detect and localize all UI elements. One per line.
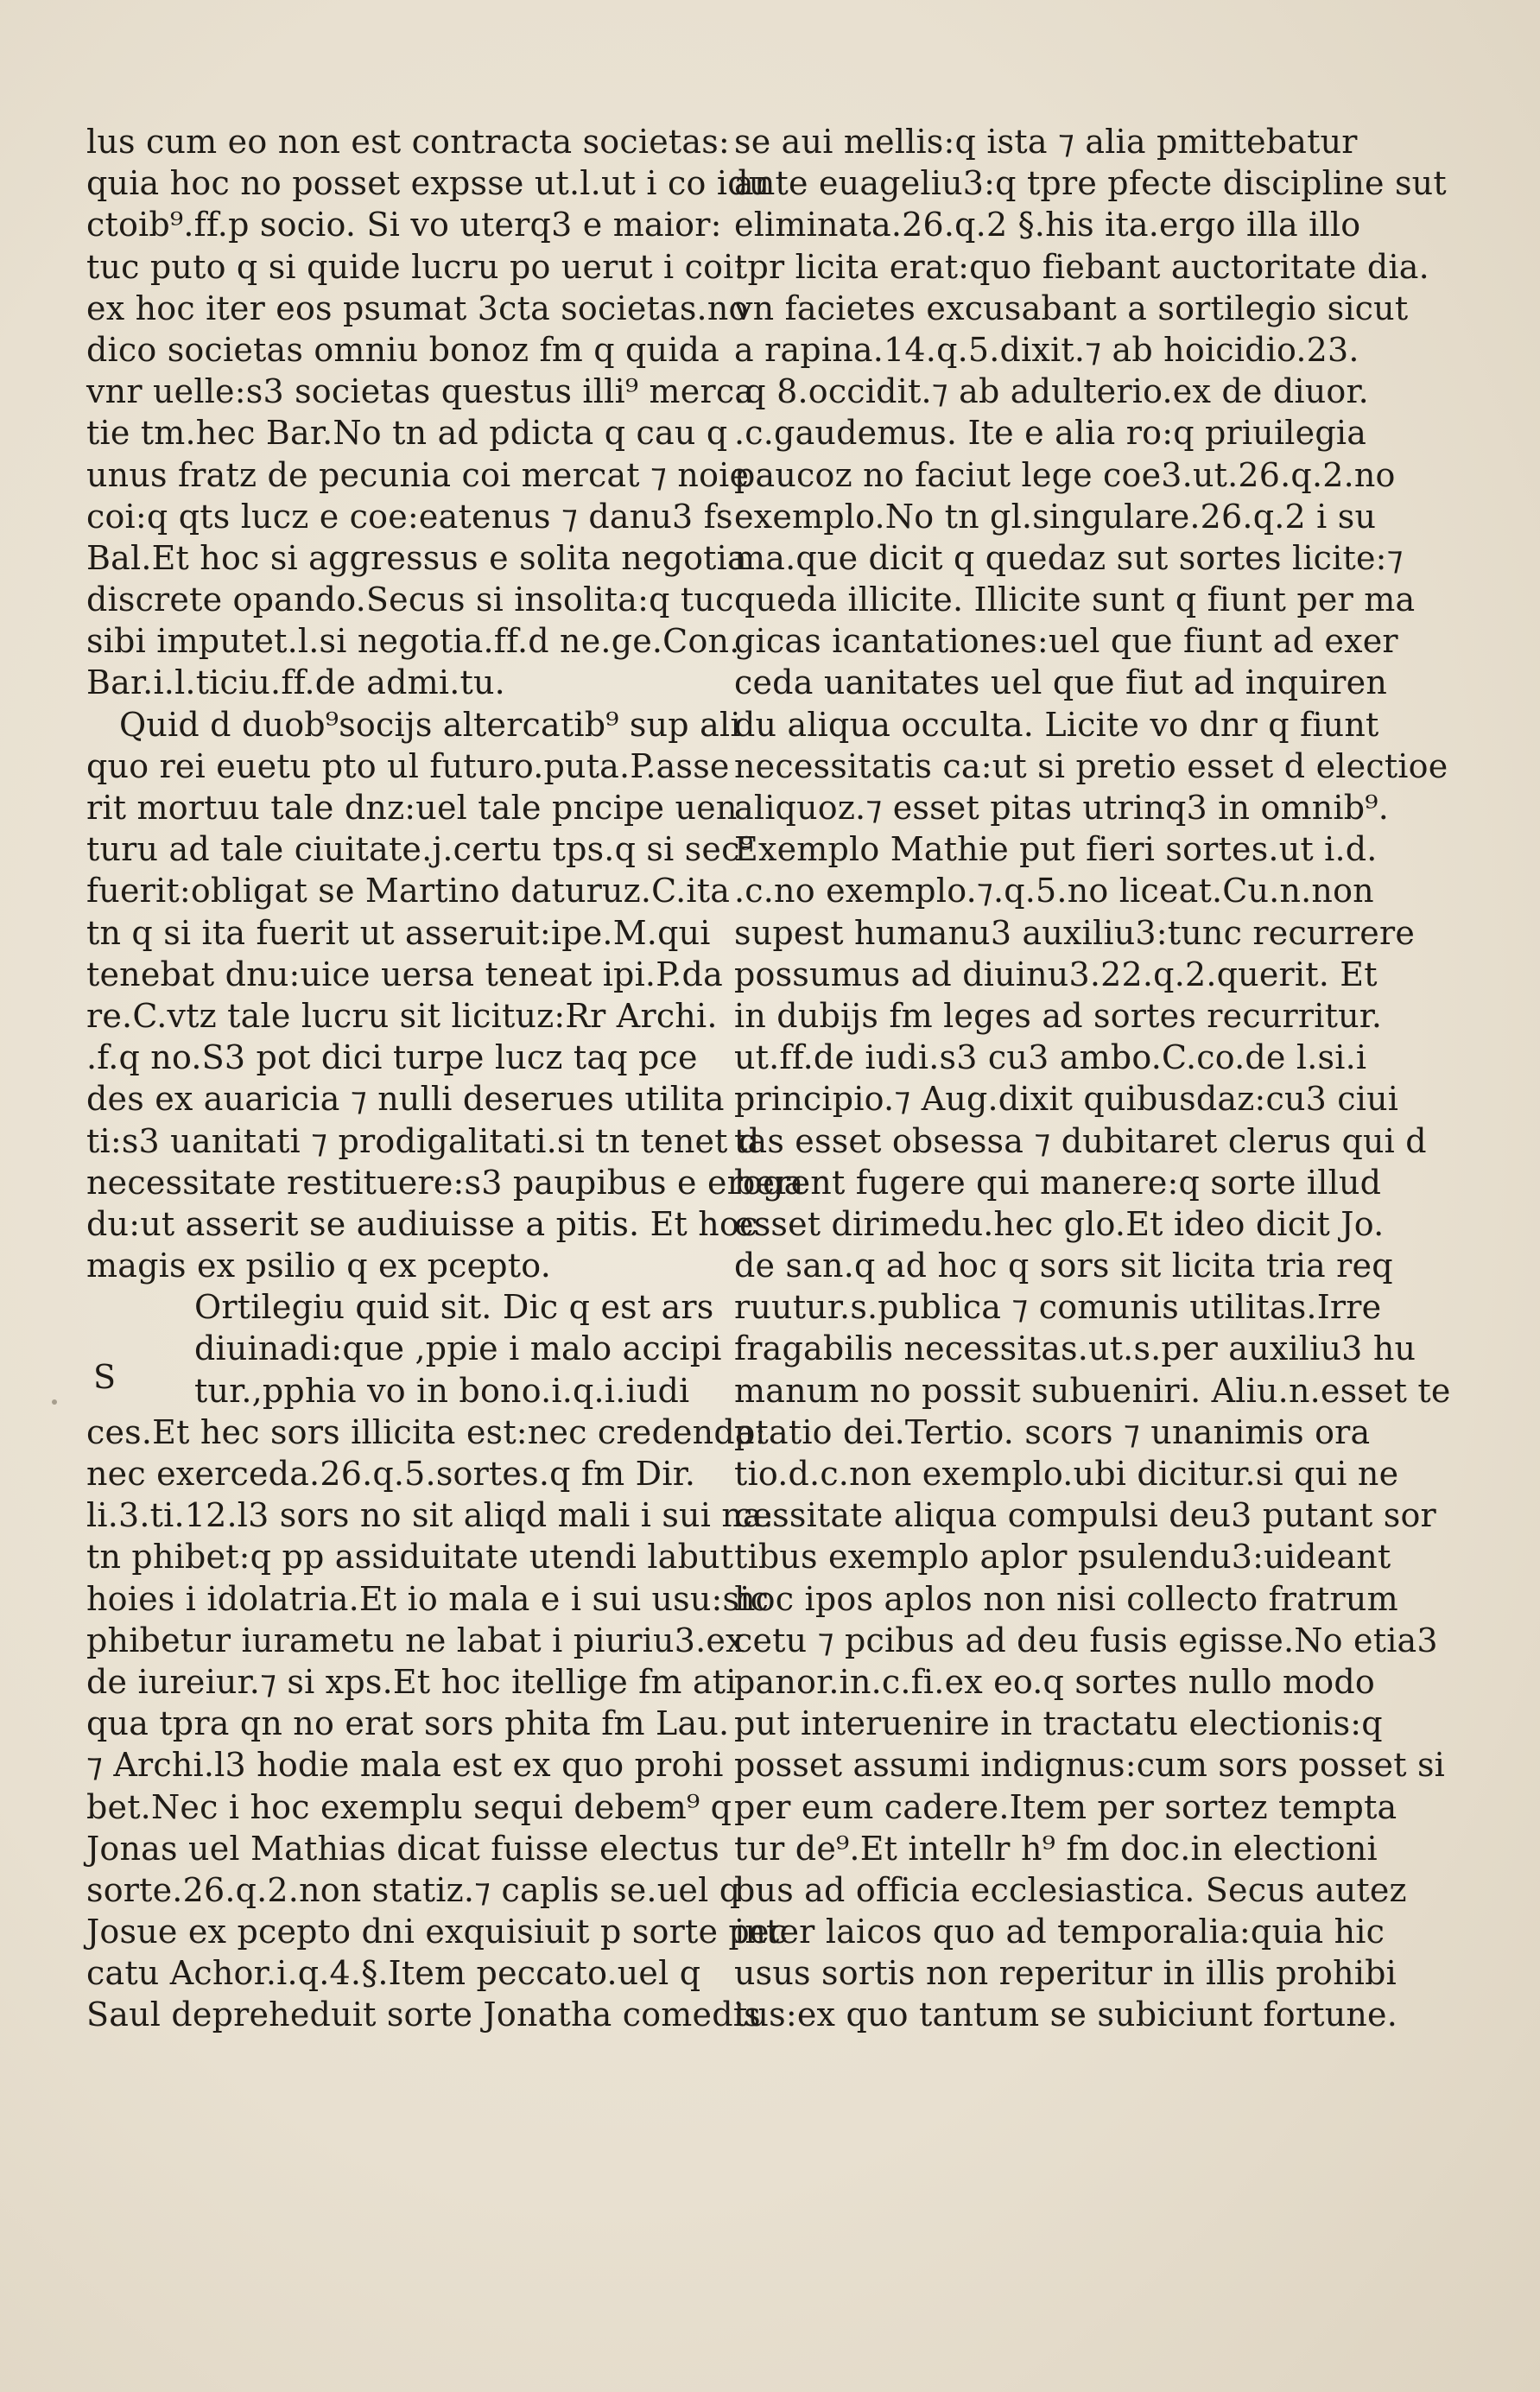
text-line: hoies i idolatria.Et io mala e i sui usu:sic — [86, 1579, 770, 1618]
text-line: .c.no exemplo.⁊.q.5.no liceat.Cu.n.non — [734, 872, 1374, 910]
text-line: .q 8.occidit.⁊ ab adulterio.ex de diuor. — [734, 372, 1369, 411]
text-line: quo rei euetu pto ul futuro.puta.P.asse — [86, 746, 730, 785]
text-line: ces.Et hec sors illicita est:nec credenda: — [86, 1412, 766, 1451]
text-line: exemplo.No tn gl.singulare.26.q.2 i su — [734, 497, 1377, 536]
text-line: necessitate restituere:s3 paupibus e eroga — [86, 1163, 804, 1202]
text-line: in dubijs fm leges ad sortes recurritur. — [734, 996, 1383, 1035]
text-line: necessitatis ca:ut si pretio esset d electioe — [734, 746, 1448, 785]
text-line: esset dirimedu.hec glo.Et ideo dicit Jo. — [734, 1204, 1385, 1243]
text-line: ⁊ Archi.l3 hodie mala est ex quo prohi — [86, 1746, 724, 1785]
text-line: usus sortis non reperitur in illis prohibi — [734, 1954, 1397, 1993]
text-line: tus:ex quo tantum se subiciunt fortune. — [734, 1995, 1398, 2034]
text-line: de iureiur.⁊ si xps.Et hoc itellige fm ati — [86, 1662, 737, 1701]
text-line: coi:q qts lucz e coe:eatenus ⁊ danu3 fs — [86, 497, 733, 536]
text-line: vnr uelle:s3 societas questus illi⁹ merca — [86, 372, 755, 411]
text-line: tpr licita erat:quo fiebant auctoritate dia. — [734, 247, 1429, 286]
left-text-column — [86, 121, 804, 2036]
text-line: tn q si ita fuerit ut asseruit:ipe.M.qui — [86, 913, 711, 952]
text-line: cessitate aliqua compulsi deu3 putant sor — [734, 1496, 1436, 1535]
text-line: ex hoc iter eos psumat 3cta societas.no — [86, 289, 749, 327]
text-line: Jonas uel Mathias dicat fuisse electus — [86, 1829, 719, 1868]
text-line: hoc ipos aplos non nisi collecto fratrum — [734, 1579, 1398, 1618]
text-line: tas esset obsessa ⁊ dubitaret clerus qui d — [734, 1121, 1427, 1160]
text-line: supest humanu3 auxiliu3:tunc recurrere — [734, 913, 1416, 952]
text-line: ctoib⁹.ff.p socio. Si vo uterq3 e maior: — [86, 206, 722, 244]
text-line: aliquoz.⁊ esset pitas utrinq3 in omnib⁹. — [734, 789, 1390, 827]
text-line: discrete opando.Secus si insolita:q tuc — [86, 581, 734, 619]
text-line: diuinadi:que ,ppie i malo accipi — [194, 1329, 722, 1368]
text-line: fuerit:obligat se Martino daturuz.C.ita — [86, 872, 731, 910]
text-line: possumus ad diuinu3.22.q.2.querit. Et — [734, 955, 1378, 993]
text-line: turu ad tale ciuitate.j.certu tps.q si sec⁹ — [86, 830, 754, 869]
text-line: ruutur.s.publica ⁊ comunis utilitas.Irre — [734, 1288, 1382, 1327]
text-line: queda illicite. Illicite sunt q fiunt per ma — [734, 581, 1416, 619]
text-line: vn facietes excusabant a sortilegio sicut — [734, 289, 1409, 327]
text-line: eliminata.26.q.2 §.his ita.ergo illa illo — [734, 206, 1361, 244]
text-line: manum no possit subueniri. Aliu.n.esset te — [734, 1371, 1451, 1410]
text-line: a rapina.14.q.5.dixit.⁊ ab hoicidio.23. — [734, 330, 1359, 369]
text-line: .f.q no.S3 pot dici turpe lucz taq pce — [86, 1038, 698, 1077]
text-line: principio.⁊ Aug.dixit quibusdaz:cu3 ciui — [734, 1080, 1399, 1119]
text-line: phibetur iurametu ne labat i piuriu3.ex — [86, 1621, 745, 1659]
text-line: sorte.26.q.2.non statiz.⁊ caplis se.uel q — [86, 1870, 741, 1909]
text-line: paucoz no faciut lege coe3.ut.26.q.2.no — [734, 455, 1396, 494]
text-line: nec exerceda.26.q.5.sortes.q fm Dir. — [86, 1455, 696, 1493]
text-line: catu Achor.i.q.4.§.Item peccato.uel q — [86, 1954, 701, 1993]
text-line: ma.que dicit q quedaz sut sortes licite:⁊ — [734, 538, 1404, 577]
text-line: panor.in.c.fi.ex eo.q sortes nullo modo — [734, 1662, 1375, 1701]
text-line: ceda uanitates uel que fiut ad inquiren — [734, 663, 1388, 702]
text-line: tur.,pphia vo in bono.i.q.i.iudi — [194, 1371, 690, 1410]
text-line: .c.gaudemus. Ite e alia ro:q priuilegia — [734, 414, 1367, 453]
text-line: Bar.i.l.ticiu.ff.de admi.tu. — [86, 663, 505, 702]
marginal-initial-letter: S — [93, 1358, 117, 1396]
text-line: per eum cadere.Item per sortez tempta — [734, 1787, 1397, 1826]
text-line: sibi imputet.l.si negotia.ff.d ne.ge.Con. — [86, 622, 740, 661]
text-line: se aui mellis:q ista ⁊ alia pmittebatur — [734, 123, 1358, 161]
text-line: tuc puto q si quide lucru po uerut i coi: — [86, 247, 745, 286]
text-line: Bal.Et hoc si aggressus e solita negotia — [86, 538, 747, 577]
text-line: inter laicos quo ad temporalia:quia hic — [734, 1913, 1385, 1951]
text-line: tio.d.c.non exemplo.ubi dicitur.si qui ne — [734, 1455, 1399, 1493]
text-line: quia hoc no posset expsse ut.l.ut i co idu — [86, 164, 770, 203]
text-line: Exemplo Mathie put fieri sortes.ut i.d. — [734, 830, 1378, 869]
text-line: unus fratz de pecunia coi mercat ⁊ noie — [86, 455, 750, 494]
text-line: lus cum eo non est contracta societas: — [86, 123, 730, 161]
text-line: bet.Nec i hoc exemplu sequi debem⁹ q — [86, 1787, 732, 1826]
text-line: de san.q ad hoc q sors sit licita tria req — [734, 1247, 1393, 1285]
text-line: magis ex psilio q ex pcepto. — [86, 1247, 551, 1285]
text-line: Saul depreheduit sorte Jonatha comedis — [86, 1995, 761, 2034]
text-line: li.3.ti.12.l3 sors no sit aliqd mali i sui na: — [86, 1496, 774, 1535]
text-line: ptatio dei.Tertio. scors ⁊ unanimis ora — [734, 1412, 1371, 1451]
margin-dot — [52, 1399, 57, 1405]
text-line: bus ad officia ecclesiastica. Secus autez — [734, 1870, 1407, 1909]
text-line: du aliqua occulta. Licite vo dnr q fiunt — [734, 705, 1379, 744]
text-line: tn phibet:q pp assiduitate utendi labut — [86, 1538, 734, 1577]
text-line: gicas icantationes:uel que fiunt ad exer — [734, 622, 1398, 661]
text-line: tenebat dnu:uice uersa teneat ipi.P.da — [86, 955, 723, 993]
text-line: dico societas omniu bonoz fm q quida — [86, 330, 719, 369]
text-line: ti:s3 uanitati ⁊ prodigalitati.si tn tenet d — [86, 1121, 760, 1160]
text-line: put interuenire in tractatu electionis:q — [734, 1704, 1383, 1743]
text-line: berent fugere qui manere:q sorte illud — [734, 1163, 1382, 1202]
text-line: re.C.vtz tale lucru sit licituz:Rr Archi. — [86, 996, 718, 1035]
text-line: rit mortuu tale dnz:uel tale pncipe uen — [86, 789, 738, 827]
text-line: des ex auaricia ⁊ nulli deserues utilita — [86, 1080, 725, 1119]
text-line: Josue ex pcepto dni exquisiuit p sorte pec — [86, 1913, 789, 1951]
text-line: du:ut asserit se audiuisse a pitis. Et hoc — [86, 1204, 758, 1243]
text-line: ut.ff.de iudi.s3 cu3 ambo.C.co.de l.si.i — [734, 1038, 1367, 1077]
text-line: posset assumi indignus:cum sors posset si — [734, 1746, 1446, 1785]
text-line: tibus exemplo aplor psulendu3:uideant — [734, 1538, 1391, 1577]
text-line: tie tm.hec Bar.No tn ad pdicta q cau q — [86, 414, 728, 453]
text-line: Quid d duob⁹socijs altercatib⁹ sup ali — [119, 705, 741, 744]
right-text-column — [734, 121, 1451, 2036]
text-line: fragabilis necessitas.ut.s.per auxiliu3 hu — [734, 1329, 1416, 1368]
text-line: Ortilegiu quid sit. Dic q est ars — [194, 1288, 714, 1327]
text-line: ante euageliu3:q tpre pfecte discipline sut — [734, 164, 1447, 203]
text-line: qua tpra qn no erat sors phita fm Lau. — [86, 1704, 730, 1743]
text-line: tur de⁹.Et intellr h⁹ fm doc.in electioni — [734, 1829, 1378, 1868]
text-line: cetu ⁊ pcibus ad deu fusis egisse.No etia3 — [734, 1621, 1438, 1659]
